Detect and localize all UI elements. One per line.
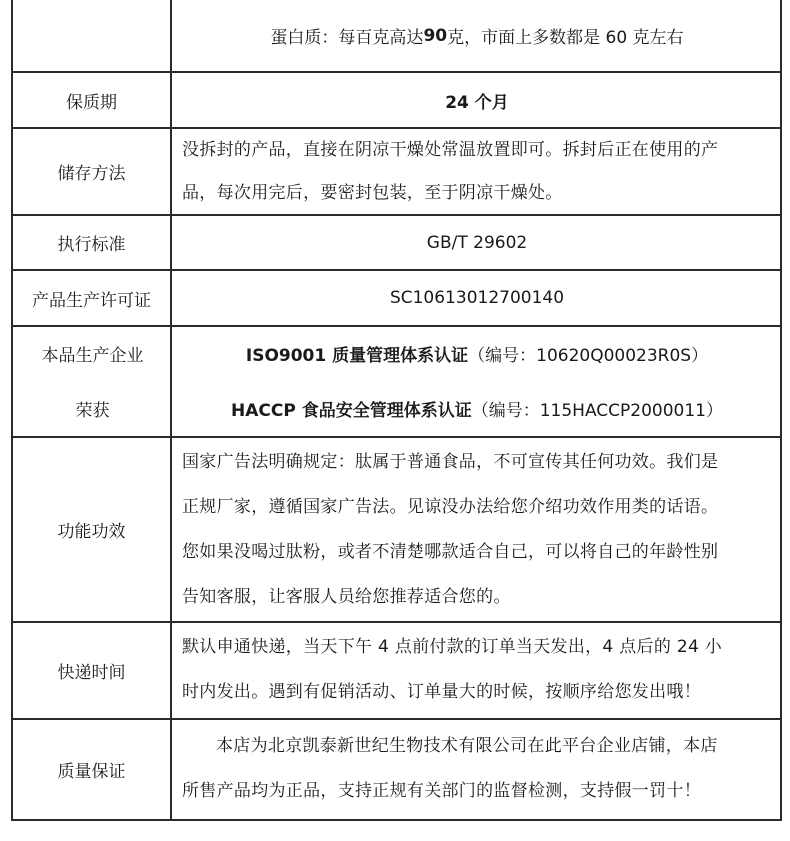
quality-label: 质量保证 xyxy=(13,720,172,819)
function-line: 告知客服，让客服人员给您推荐适合您的。 xyxy=(182,587,511,607)
standard-row xyxy=(11,216,782,271)
quality-line: 本店为北京凯泰新世纪生物技术有限公司在此平台企业店铺，本店 xyxy=(216,736,718,756)
delivery-label: 快递时间 xyxy=(13,623,172,718)
haccp-cert-line: HACCP 食品安全管理体系认证（编号：115HACCP2000011） xyxy=(231,401,723,421)
storage-line: 品，每次用完后，要密封包装，至于阴凉干燥处。 xyxy=(182,183,563,203)
storage-line: 没拆封的产品，直接在阴凉干燥处常温放置即可。拆封后正在使用的产 xyxy=(182,140,719,160)
protein-label-cell xyxy=(13,0,172,71)
shelf-life-label: 保质期 xyxy=(13,73,172,127)
function-line: 国家广告法明确规定：肽属于普通食品，不可宣传其任何功效。我们是 xyxy=(182,452,719,472)
license-value: SC10613012700140 xyxy=(389,288,565,308)
quality-line: 所售产品均为正品，支持正规有关部门的监督检测，支持假一罚十！ xyxy=(182,781,701,801)
function-line: 正规厂家，遵循国家广告法。见谅没办法给您介绍功效作用类的话语。 xyxy=(182,497,719,517)
protein-value: 蛋白质：每百克高达 90 克，市面上多数都是 60 克左右 xyxy=(270,25,684,48)
delivery-value xyxy=(174,623,780,718)
shelf-life-value: 24 个月 xyxy=(445,92,509,113)
delivery-line: 默认申通快递，当天下午 4 点前付款的订单当天发出，4 点后的 24 小 xyxy=(182,637,723,657)
honors-label-line: 荣获 xyxy=(75,401,110,421)
storage-label: 储存方法 xyxy=(13,129,172,214)
function-row xyxy=(11,438,782,623)
honors-value xyxy=(174,327,780,436)
standard-label: 执行标准 xyxy=(13,216,172,269)
shelf-life-row xyxy=(11,73,782,129)
protein-row xyxy=(11,0,782,73)
honors-label-line: 本品生产企业 xyxy=(41,346,144,366)
iso-cert-line: ISO9001 质量管理体系认证（编号：10620Q00023R0S） xyxy=(245,346,709,366)
license-row xyxy=(11,271,782,327)
storage-row xyxy=(11,129,782,216)
honors-row xyxy=(11,327,782,438)
standard-value: GB/T 29602 xyxy=(426,232,528,253)
storage-value xyxy=(174,129,780,214)
quality-value xyxy=(174,720,780,819)
quality-row xyxy=(11,720,782,821)
function-value xyxy=(174,438,780,621)
license-label: 产品生产许可证 xyxy=(13,271,172,325)
delivery-line: 时内发出。遇到有促销活动、订单量大的时候，按顺序给您发出哦！ xyxy=(182,682,701,702)
function-label: 功能功效 xyxy=(13,438,172,621)
function-line: 您如果没喝过肽粉，或者不清楚哪款适合自己，可以将自己的年龄性别 xyxy=(182,542,719,562)
honors-label-cell xyxy=(13,327,172,436)
delivery-row xyxy=(11,623,782,720)
